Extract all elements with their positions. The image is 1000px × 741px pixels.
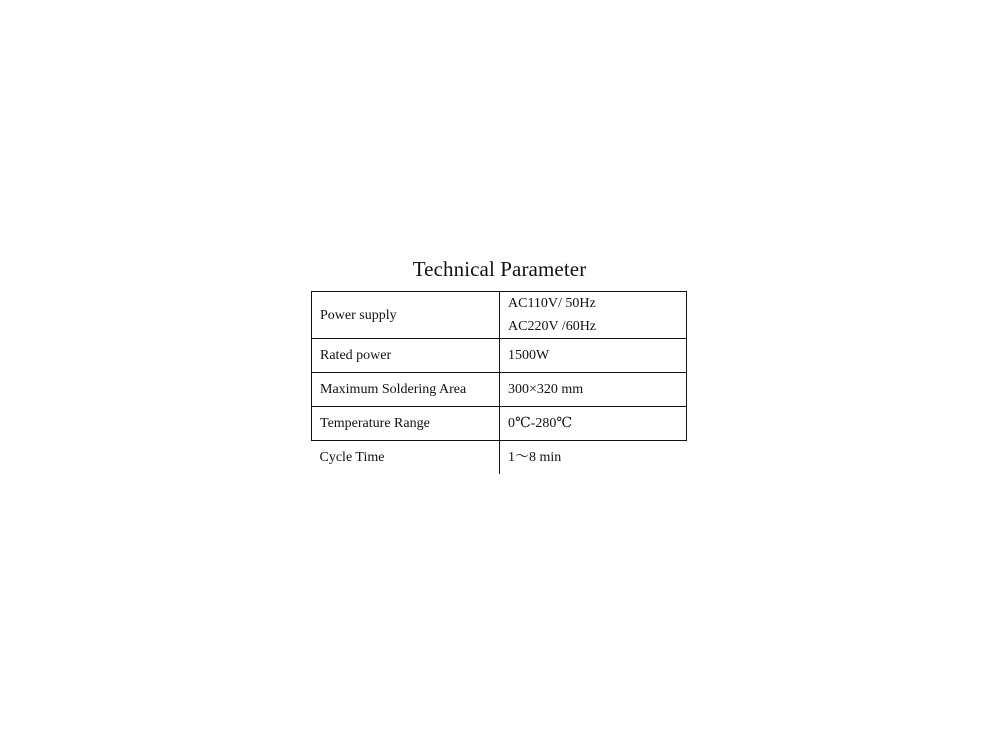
param-label: Maximum Soldering Area	[312, 373, 500, 407]
table-row	[312, 339, 687, 373]
table-row	[312, 441, 687, 475]
document-title: Technical Parameter	[412, 257, 587, 281]
param-label: Cycle Time	[312, 441, 500, 475]
param-value: 0℃-280℃	[500, 407, 687, 441]
param-label: Power supply	[312, 292, 500, 339]
param-value: 1500W	[500, 339, 687, 373]
technical-parameter-table	[311, 291, 687, 474]
param-value	[500, 292, 687, 339]
param-label: Rated power	[312, 339, 500, 373]
table-row	[312, 292, 687, 339]
param-label: Temperature Range	[312, 407, 500, 441]
param-value-line: AC110V/ 50Hz	[508, 296, 596, 311]
param-value: 1～8 min	[500, 441, 687, 475]
table-row	[312, 373, 687, 407]
param-value-line: AC220V /60Hz	[508, 319, 597, 334]
table-row	[312, 407, 687, 441]
param-value: 300×320 mm	[500, 373, 687, 407]
